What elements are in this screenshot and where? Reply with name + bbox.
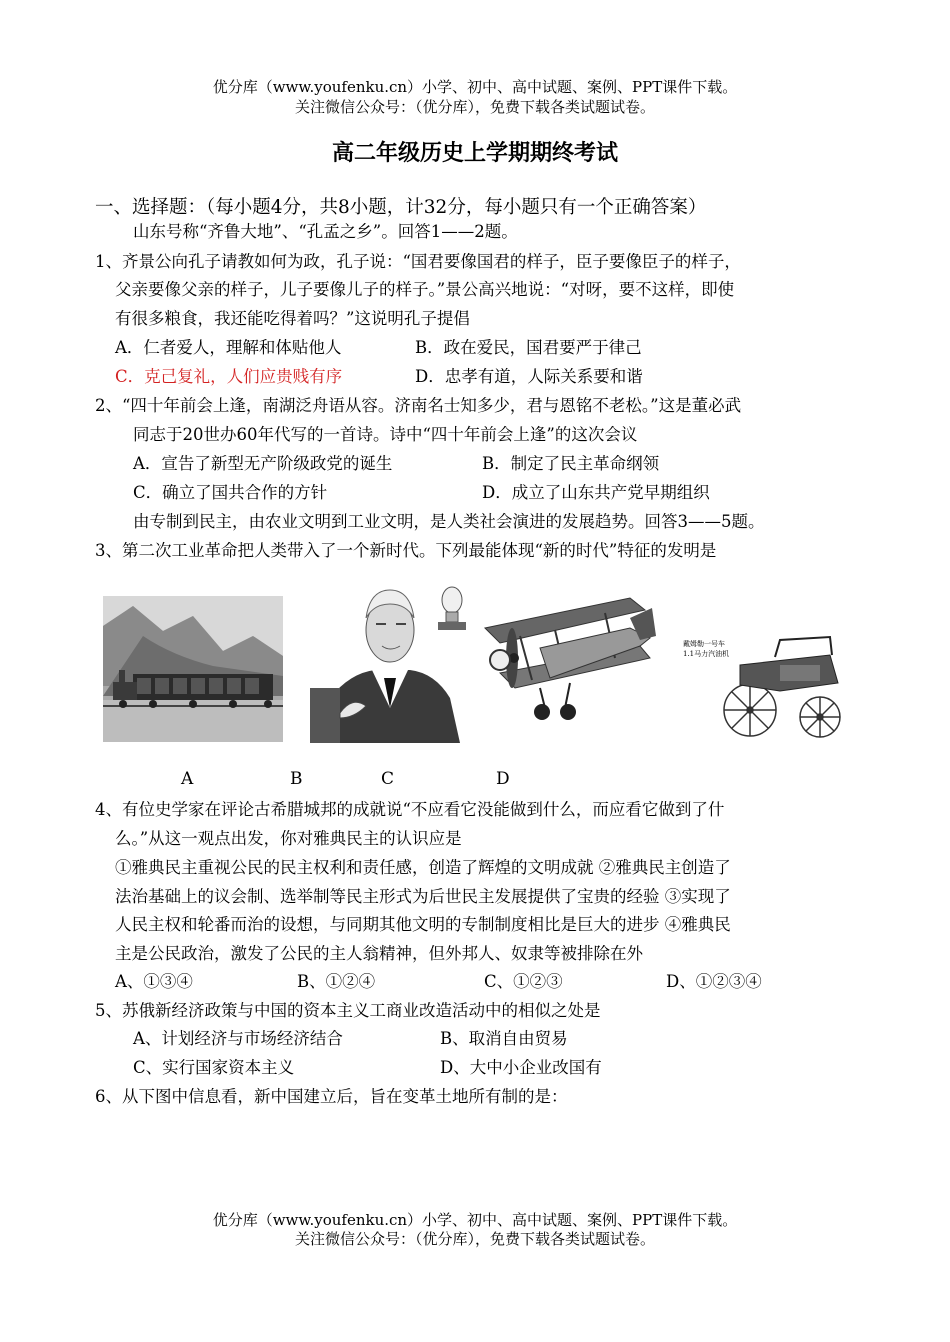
- q4-line-6: 主是公民政治，激发了公民的主人翁精神，但外邦人、奴隶等被排除在外: [115, 944, 643, 963]
- q3-label-c: C: [381, 769, 395, 789]
- q4-line-3: ①雅典民主重视公民的民主权利和责任感，创造了辉煌的文明成就 ②雅典民主创造了: [115, 858, 731, 877]
- header-line-2: 关注微信公众号：（优分库），免费下载各类试题试卷。: [294, 98, 655, 116]
- q4-option-d: D、①②③④: [666, 972, 762, 991]
- q4-line-5: 人民主权和轮番而治的设想，与同期其他文明的专制制度相比是巨大的进步 ④雅典民: [115, 915, 731, 934]
- car-caption-2: 1.1马力汽油机: [683, 650, 730, 658]
- q2-option-c: C．确立了国共合作的方针: [133, 483, 328, 502]
- q3-label-d: D: [496, 769, 510, 789]
- q1-line-3: 有很多粮食，我还能吃得着吗？”这说明孔子提倡: [115, 309, 470, 328]
- intro-text-2: 由专制到民主，由农业文明到工业文明，是人类社会演进的发展趋势。回答3——5题。: [133, 512, 765, 531]
- header-line-1: 优分库（www.youfenku.cn）小学、初中、高中试题、案例、PPT课件下载。: [212, 78, 738, 96]
- q2-line-2: 同志于20世办60年代写的一首诗。诗中“四十年前会上逢”的这次会议: [133, 425, 638, 444]
- train-image: [103, 596, 283, 742]
- q2-line-1: 2、“四十年前会上逢，南湖泛舟语从容。济南名士知多少，君与恩铭不老松。”这是董必武: [95, 396, 742, 415]
- q4-option-a: A、①③④: [115, 972, 193, 991]
- q5-line-1: 5、苏俄新经济政策与中国的资本主义工商业改造活动中的相似之处是: [95, 1001, 601, 1020]
- q6-line-1: 6、从下图中信息看，新中国建立后，旨在变革土地所有制的是：: [95, 1087, 568, 1106]
- section-heading: 一、选择题：（每小题4分，共8小题，计32分，每小题只有一个正确答案）: [95, 197, 707, 218]
- q1-line-2: 父亲要像父亲的样子，儿子要像儿子的样子。”景公高兴地说：“对呀，要不这样，即使: [115, 280, 735, 299]
- q1-line-1: 1、齐景公向孔子请教如何为政，孔子说：“国君要像国君的样子，臣子要像臣子的样子，: [95, 252, 741, 271]
- q4-line-2: 么。”从这一观点出发，你对雅典民主的认识应是: [115, 829, 462, 848]
- q1-option-d: D．忠孝有道，人际关系要和谐: [415, 367, 643, 386]
- q4-option-c: C、①②③: [484, 972, 563, 991]
- q2-option-b: B．制定了民主革命纲领: [482, 454, 660, 473]
- edison-image: [310, 578, 475, 743]
- intro-text-1: 山东号称“齐鲁大地”、“孔孟之乡”。回答1——2题。: [133, 222, 518, 241]
- q3-label-b: B: [290, 769, 303, 789]
- q1-option-c: C．克己复礼，人们应贵贱有序: [115, 367, 343, 386]
- q2-option-a: A．宣告了新型无产阶级政党的诞生: [133, 454, 393, 473]
- q1-option-a: A．仁者爱人，理解和体贴他人: [115, 338, 342, 357]
- q4-line-4: 法治基础上的议会制、选举制等民主形式为后世民主发展提供了宝贵的经验 ③实现了: [115, 887, 731, 906]
- q1-option-b: B．政在爱民，国君要严于律己: [415, 338, 642, 357]
- q3-line-1: 3、第二次工业革命把人类带入了一个新时代。下列最能体现“新的时代”特征的发明是: [95, 541, 717, 560]
- biplane-image: [480, 588, 660, 738]
- q5-option-c: C、实行国家资本主义: [133, 1058, 295, 1077]
- q2-option-d: D．成立了山东共产党早期组织: [482, 483, 710, 502]
- q4-line-1: 4、有位史学家在评论古希腊城邦的成就说“不应看它没能做到什么，而应看它做到了什: [95, 800, 725, 819]
- q5-option-b: B、取消自由贸易: [440, 1029, 568, 1048]
- car-caption-1: 戴姆勒一号车: [683, 640, 725, 648]
- q3-label-a: A: [181, 769, 194, 789]
- footer-line-2: 关注微信公众号：（优分库），免费下载各类试题试卷。: [294, 1230, 655, 1248]
- q5-option-a: A、计划经济与市场经济结合: [133, 1029, 343, 1048]
- page-title: 高二年级历史上学期期终考试: [331, 140, 618, 166]
- footer-line-1: 优分库（www.youfenku.cn）小学、初中、高中试题、案例、PPT课件下载。: [212, 1211, 738, 1229]
- q5-option-d: D、大中小企业改国有: [440, 1058, 602, 1077]
- q4-option-b: B、①②④: [297, 972, 376, 991]
